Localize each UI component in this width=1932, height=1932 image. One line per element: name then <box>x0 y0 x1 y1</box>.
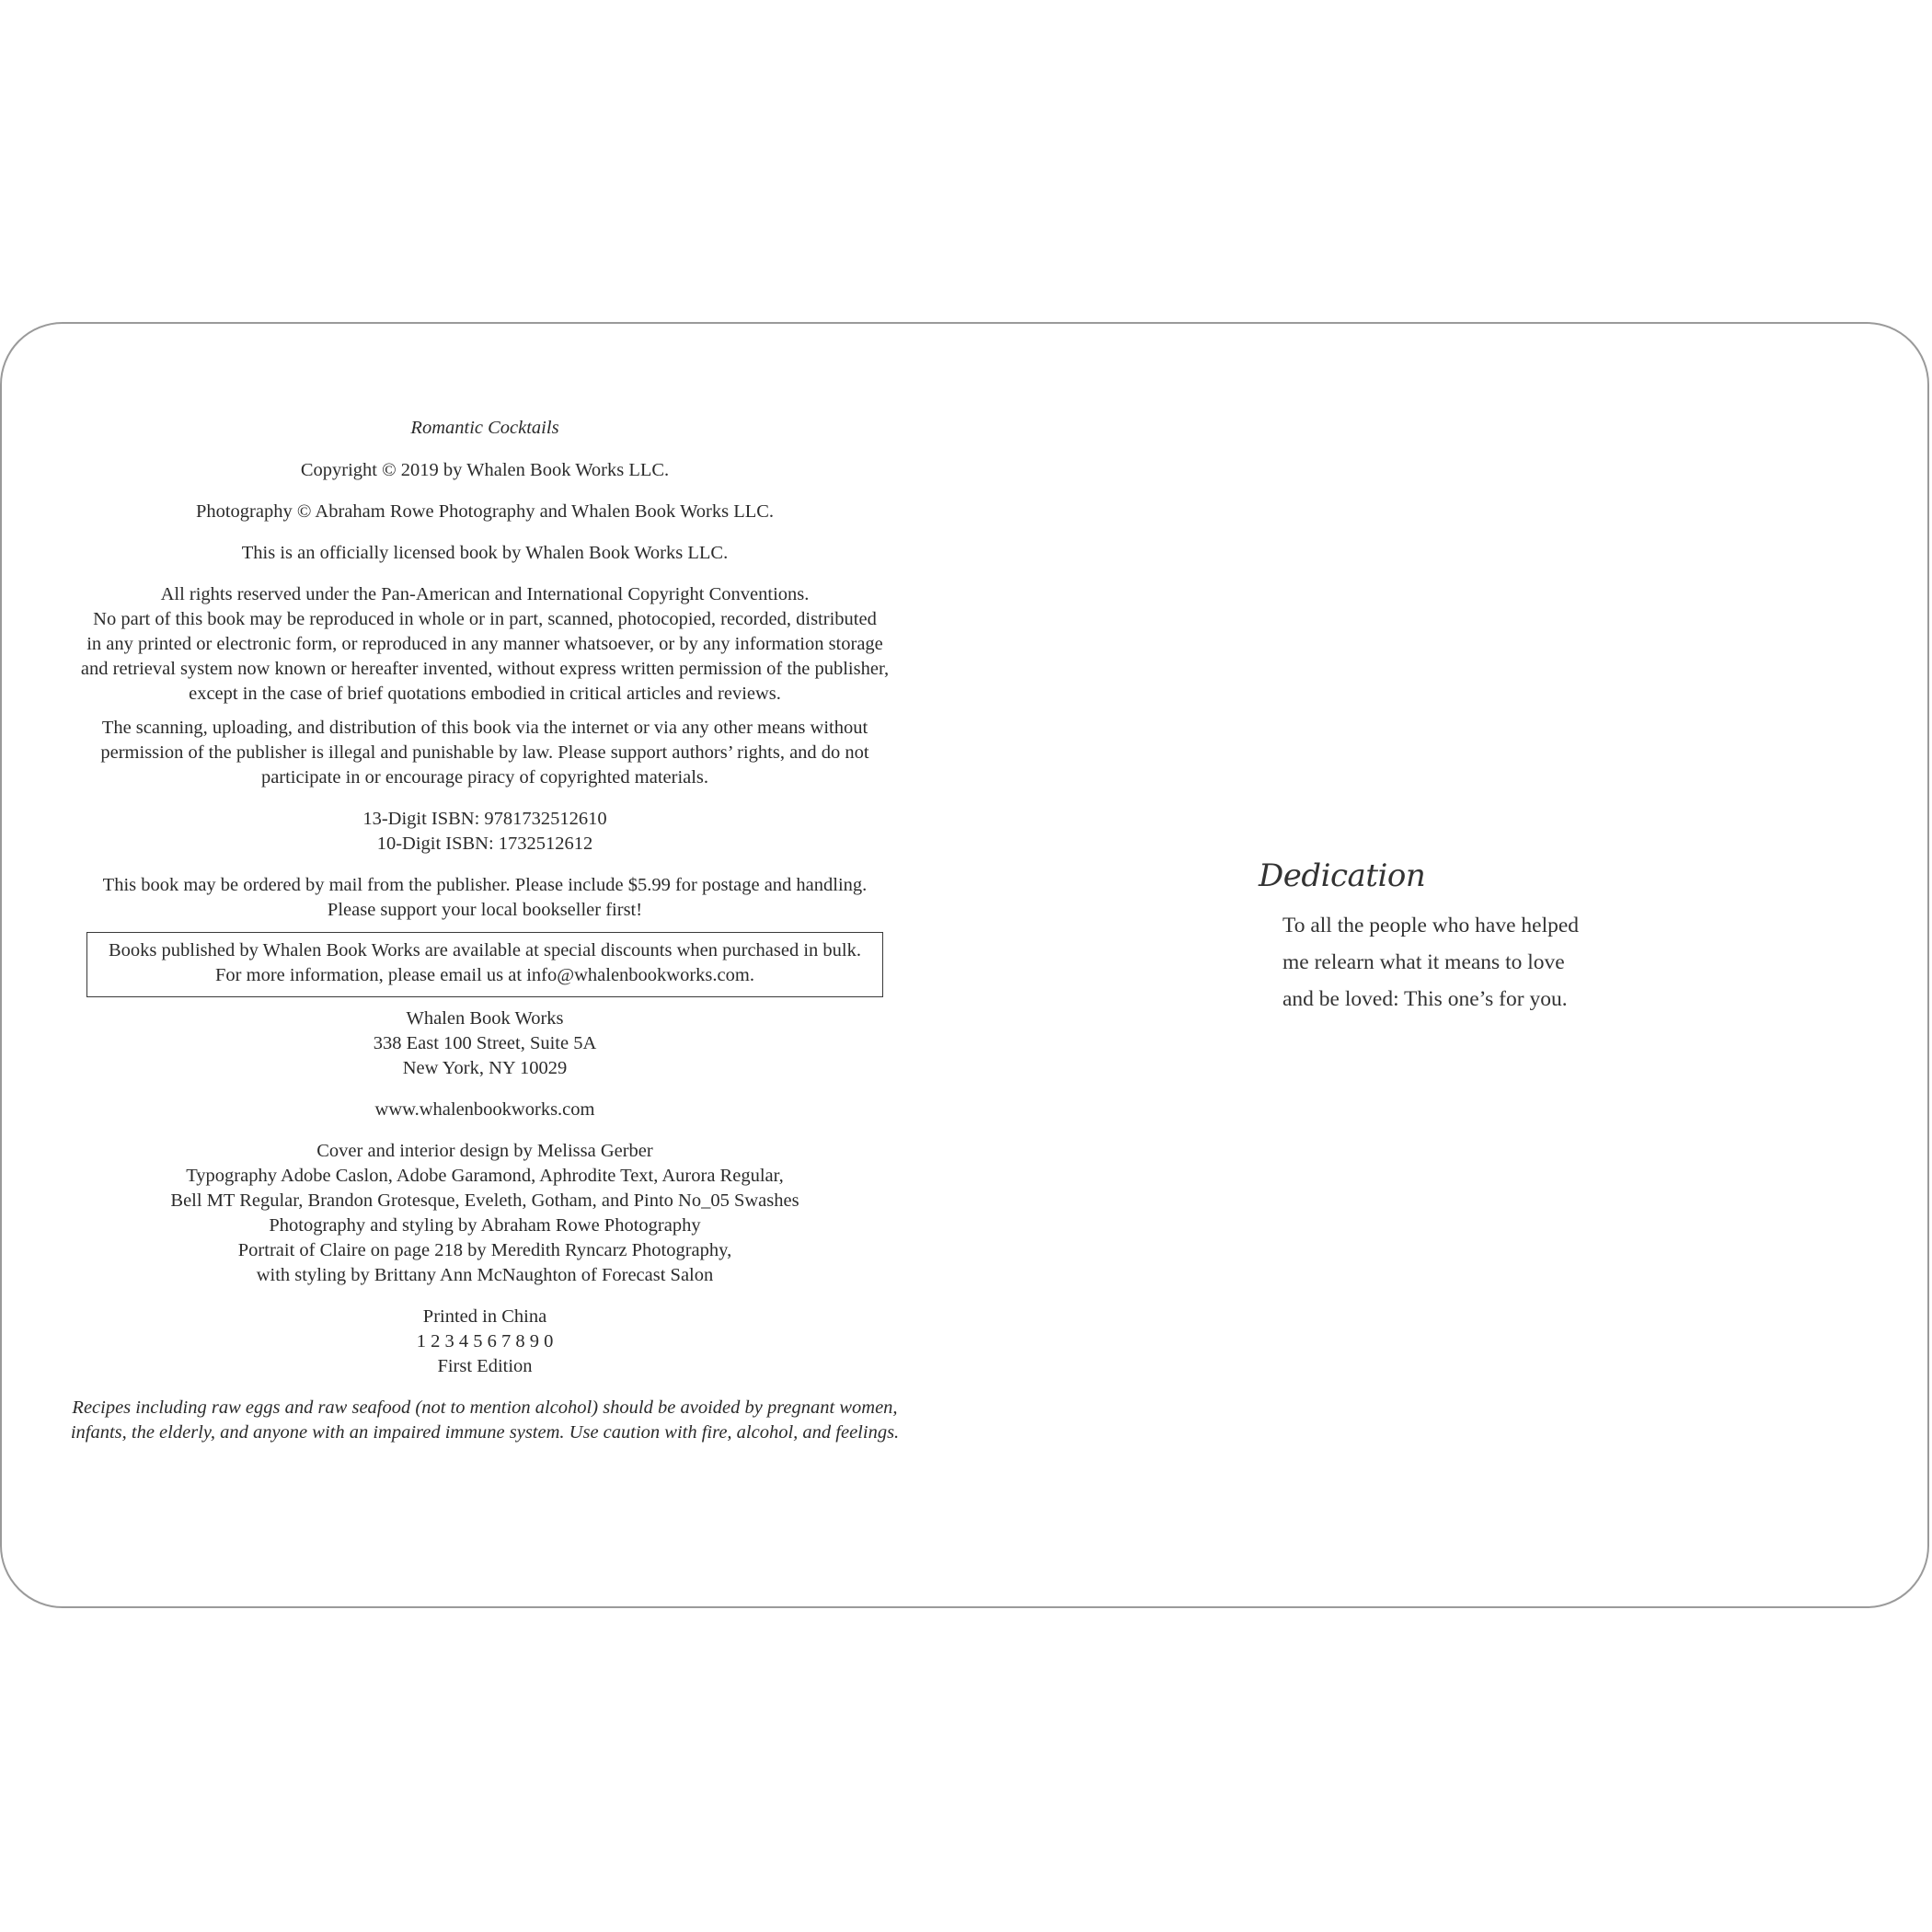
license-notice: This is an officially licensed book by Whalen Book Works LLC. <box>241 543 729 563</box>
dedication-text <box>1282 907 1645 1018</box>
piracy-line: permission of the publisher is illegal and punishable by law. Please support authors’ rights, and do not <box>100 742 869 763</box>
photography-credit: Photography © Abraham Rowe Photography and Whalen Book Works LLC. <box>195 501 775 522</box>
publisher-website: www.whalenbookworks.com <box>374 1099 595 1120</box>
credit-line: Typography Adobe Caslon, Adobe Garamond, Aphrodite Text, Aurora Regular, <box>186 1166 784 1186</box>
book-title: Romantic Cocktails <box>410 418 559 438</box>
dedication-page <box>1259 857 1645 1018</box>
health-warning <box>57 1396 913 1445</box>
piracy-line: participate in or encourage piracy of copyrighted materials. <box>260 767 709 788</box>
design-credits <box>57 1139 913 1288</box>
credit-line: Photography and styling by Abraham Rowe Photography <box>269 1215 701 1236</box>
credit-line: with styling by Brittany Ann McNaughton of Forecast Salon <box>256 1265 714 1285</box>
rights-line: No part of this book may be reproduced in whole or in part, scanned, photocopied, recorded, distributed <box>93 609 877 629</box>
piracy-paragraph <box>57 716 913 790</box>
credit-line: Portrait of Claire on page 218 by Meredith Ryncarz Photography, <box>237 1240 732 1260</box>
order-line: Please support your local bookseller first! <box>327 900 643 920</box>
order-paragraph <box>57 873 913 923</box>
printing-line: First Edition <box>437 1356 533 1376</box>
rights-line: and retrieval system now known or hereafter invented, without express written permission of the publisher, <box>80 659 890 679</box>
rights-line: All rights reserved under the Pan-American and International Copyright Conventions. <box>160 584 810 604</box>
piracy-line: The scanning, uploading, and distribution of this book via the internet or via any other means without <box>101 718 868 738</box>
copyright-page <box>57 416 913 1445</box>
isbn-10: 10-Digit ISBN: 1732512612 <box>376 834 593 854</box>
bulk-line: Books published by Whalen Book Works are available at special discounts when purchased in bulk. <box>109 940 861 960</box>
bulk-line: For more information, please email us at info@whalenbookworks.com. <box>215 965 754 985</box>
address-line: Whalen Book Works <box>406 1008 564 1029</box>
rights-line: except in the case of brief quotations embodied in critical articles and reviews. <box>189 684 781 704</box>
publisher-address <box>57 1006 913 1081</box>
printing-info <box>57 1305 913 1379</box>
isbn-13: 13-Digit ISBN: 9781732512610 <box>362 809 607 829</box>
book-spread <box>0 322 1929 1608</box>
printing-line: 1 2 3 4 5 6 7 8 9 0 <box>416 1331 554 1351</box>
address-line: New York, NY 10029 <box>402 1058 568 1078</box>
copyright-notice: Copyright © 2019 by Whalen Book Works LLC. <box>300 460 670 480</box>
dedication-line: To all the people who have helped <box>1282 914 1580 937</box>
isbn-block <box>57 807 913 857</box>
dedication-line: me relearn what it means to love <box>1282 950 1565 974</box>
dedication-line: and be loved: This one’s for you. <box>1282 987 1568 1011</box>
credit-line: Cover and interior design by Melissa Gerber <box>316 1141 653 1161</box>
credit-line: Bell MT Regular, Brandon Grotesque, Eveleth, Gotham, and Pinto No_05 Swashes <box>170 1190 799 1211</box>
rights-paragraph <box>57 582 913 707</box>
dedication-heading: Dedication <box>1259 857 1426 894</box>
rights-line: in any printed or electronic form, or reproduced in any manner whatsoever, or by any information storage <box>86 634 883 654</box>
order-line: This book may be ordered by mail from the publisher. Please include $5.99 for postage and handling. <box>102 875 868 895</box>
warning-line: Recipes including raw eggs and raw seafood (not to mention alcohol) should be avoided by pregnant women, <box>72 1397 898 1418</box>
printing-line: Printed in China <box>422 1306 547 1327</box>
warning-line: infants, the elderly, and anyone with an impaired immune system. Use caution with fire, alcohol, and feelings. <box>70 1422 900 1443</box>
bulk-discount-box <box>86 932 883 997</box>
address-line: 338 East 100 Street, Suite 5A <box>373 1033 597 1053</box>
